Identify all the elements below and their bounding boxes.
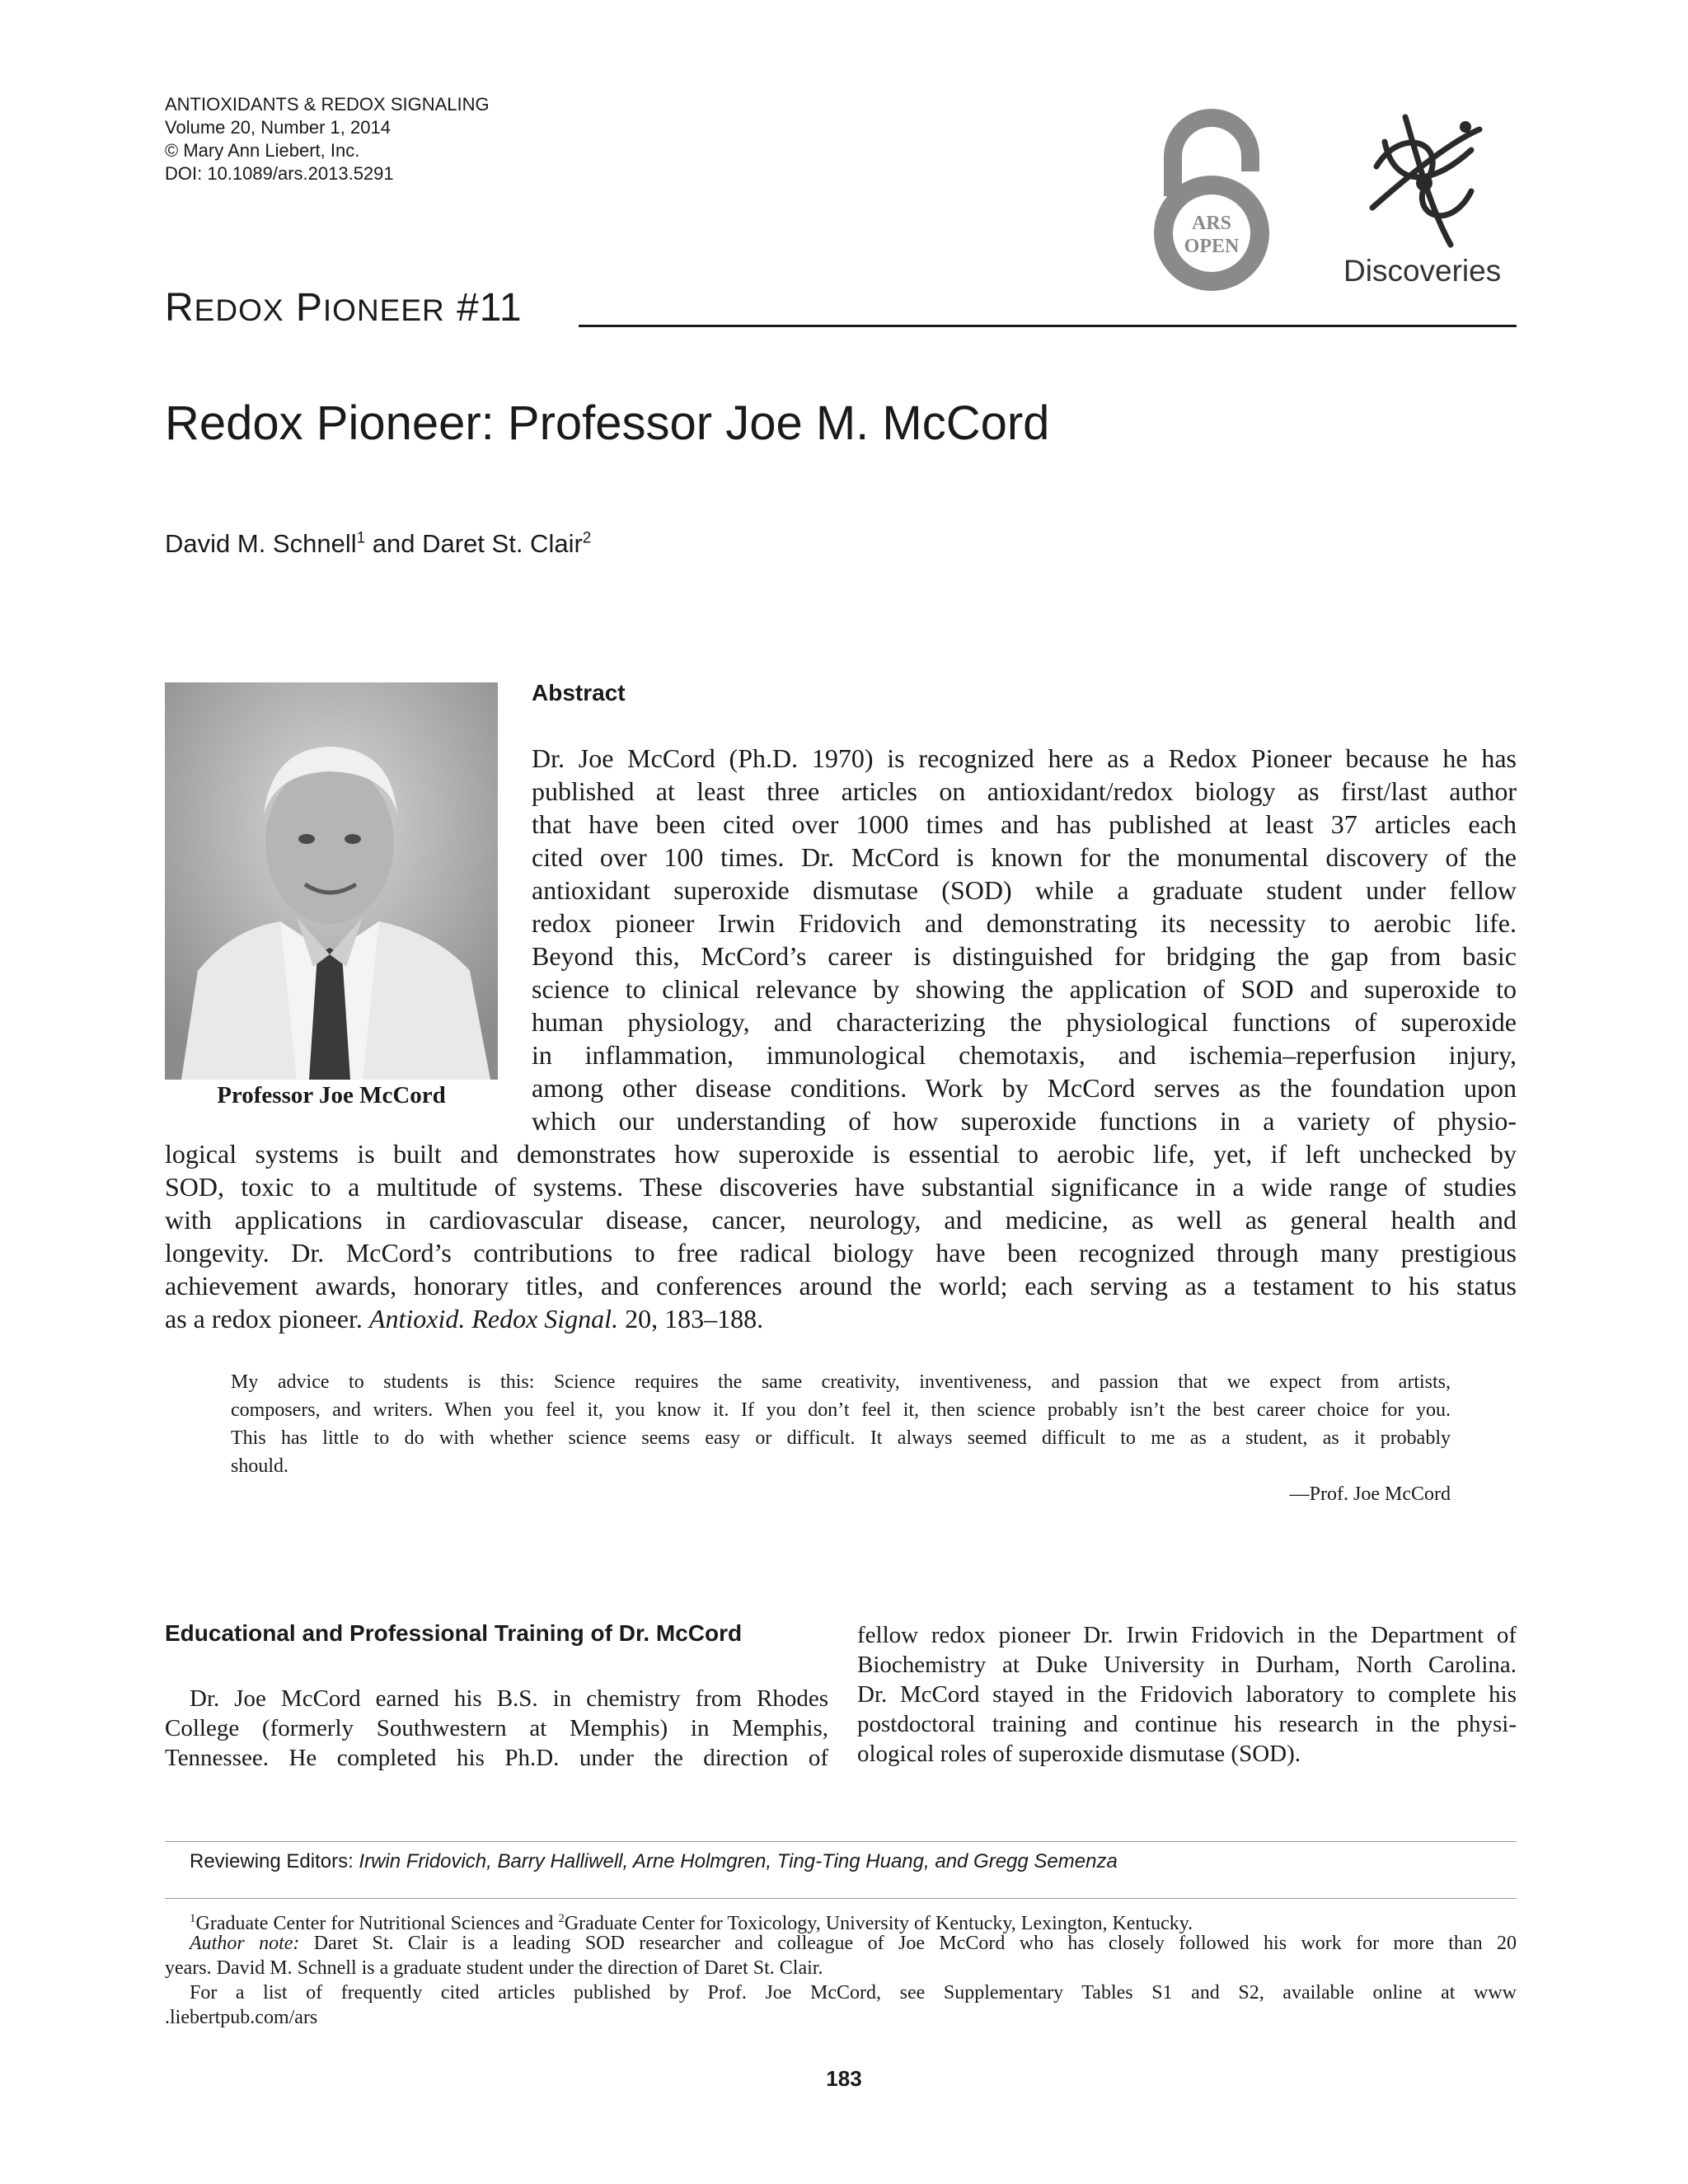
affiliation-2: Graduate Center for Toxicology, University of Kentucky, Lexington, Kentucky.: [564, 1913, 1193, 1934]
journal-copyright: © Mary Ann Liebert, Inc.: [165, 140, 360, 161]
author-2: and Daret St. Clair: [365, 529, 583, 558]
editors-names: Irwin Fridovich, Barry Halliwell, Arne Holmgren, Ting-Ting Huang, and Gregg Semenza: [359, 1850, 1118, 1872]
body-line: Dr. Joe McCord earned his B.S. in chemistry from Rhodes: [190, 1685, 828, 1712]
abstract-line: published at least three articles on antioxidant/redox biology as first/last author: [532, 776, 1517, 806]
body-line: College (formerly Southwestern at Memphis) in Memphis,: [165, 1715, 828, 1741]
journal-volume: Volume 20, Number 1, 2014: [165, 117, 391, 138]
author-note-text: Daret St. Clair is a leading SOD researcher and colleague of Joe McCord who has closely followed his work for more than 20: [299, 1933, 1517, 1954]
page-number: 183: [826, 2066, 862, 2091]
abstract-citation-journal: Antioxid. Redox Signal.: [368, 1304, 619, 1333]
supplementary-link[interactable]: .liebertpub.com/ars: [165, 2007, 318, 2028]
abstract-line: science to clinical relevance by showing the application of SOD and superoxide to: [532, 974, 1517, 1004]
footer-divider-top: [165, 1841, 1517, 1842]
author-note: [190, 1931, 1517, 1956]
abstract-line: longevity. Dr. McCord’s contributions to free radical biology have been recognized through many prestigious: [165, 1238, 1517, 1268]
abstract-line: that have been cited over 1000 times and has published at least 37 articles each: [532, 809, 1517, 839]
affiliation-2-marker: 2: [558, 1912, 565, 1925]
portrait-photo: [165, 682, 498, 1080]
quote-line: My advice to students is this: Science requires the same creativity, inventiveness, and passion that we expect from artists,: [231, 1371, 1451, 1393]
editors-label: Reviewing Editors:: [190, 1850, 359, 1872]
quote-line: This has little to do with whether science seems easy or difficult. It always seemed difficult to me as a student, as it probably: [231, 1427, 1451, 1449]
series-title: [165, 285, 523, 330]
pull-quote: [231, 1368, 1451, 1508]
footer-divider-bottom: [165, 1898, 1517, 1899]
abstract-line: SOD, toxic to a multitude of systems. These discoveries have substantial significance in a wide range of studies: [165, 1172, 1517, 1202]
series-ioneer: IONEER: [322, 293, 445, 327]
abstract-line: logical systems is built and demonstrates how superoxide is essential to aerobic life, yet, if left unchecked by: [165, 1139, 1517, 1169]
abstract-last-line: [165, 1302, 1517, 1335]
series-p: P: [295, 286, 323, 330]
journal-name: ANTIOXIDANTS & REDOX SIGNALING: [165, 94, 490, 115]
abstract-line: antioxidant superoxide dismutase (SOD) while a graduate student under fellow: [532, 875, 1517, 905]
body-line: Tennessee. He completed his Ph.D. under the direction of: [165, 1745, 828, 1771]
section-heading: Educational and Professional Training of Dr. McCord: [165, 1620, 743, 1646]
author-1: David M. Schnell: [165, 529, 357, 558]
author-2-affiliation: 2: [582, 529, 592, 547]
series-number: #11: [457, 286, 523, 330]
photo-caption: Professor Joe McCord: [217, 1082, 446, 1108]
body-line: Dr. McCord stayed in the Fridovich laboratory to complete his: [857, 1681, 1517, 1708]
reviewing-editors: [190, 1850, 1118, 1873]
series-edox: EDOX: [194, 293, 284, 327]
author-list: [165, 529, 591, 559]
abstract-line: in inflammation, immunological chemotaxis, and ischemia–reperfusion injury,: [532, 1040, 1517, 1070]
quote-line: composers, and writers. When you feel it, you know it. If you don’t feel it, then science probably isn’t the best career choice for you.: [231, 1399, 1451, 1421]
discoveries-label: Discoveries: [1343, 254, 1502, 288]
affiliation-1-marker: 1: [190, 1912, 196, 1925]
abstract-line: Dr. Joe McCord (Ph.D. 1970) is recognized here as a Redox Pioneer because he has: [532, 743, 1517, 773]
journal-info: [165, 93, 490, 185]
author-note-cont: years. David M. Schnell is a graduate student under the direction of Daret St. Clair.: [165, 1957, 823, 1979]
body-line: postdoctoral training and continue his research in the physi-: [857, 1711, 1517, 1737]
abstract-line: human physiology, and characterizing the physiological functions of superoxide: [532, 1007, 1517, 1037]
abstract-line: redox pioneer Irwin Fridovich and demonstrating its necessity to aerobic life.: [532, 908, 1517, 938]
abstract-line: Beyond this, McCord’s career is distinguished for bridging the gap from basic: [532, 941, 1517, 971]
journal-doi: DOI: 10.1089/ars.2013.5291: [165, 163, 394, 184]
series-divider: [579, 325, 1517, 327]
supplementary-note: For a list of frequently cited articles published by Prof. Joe McCord, see Supplementary Tables S1 and S2, available online at www: [190, 1982, 1517, 2004]
quote-attribution: —Prof. Joe McCord: [1289, 1483, 1451, 1505]
body-line: fellow redox pioneer Dr. Irwin Fridovich in the Department of: [857, 1622, 1517, 1648]
quote-line: should.: [231, 1455, 289, 1477]
author-1-affiliation: 1: [356, 529, 366, 547]
article-title: Redox Pioneer: Professor Joe M. McCord: [165, 396, 1050, 450]
series-r: R: [165, 286, 195, 330]
author-note-label: Author note:: [190, 1933, 300, 1954]
abstract-citation-rest: 20, 183–188.: [618, 1304, 764, 1333]
body-line: Biochemistry at Duke University in Durham, North Carolina.: [857, 1652, 1517, 1678]
abstract-last-line-text: as a redox pioneer.: [165, 1304, 369, 1333]
open-text: OPEN: [1184, 236, 1240, 257]
abstract-heading: Abstract: [532, 680, 626, 705]
affiliation-1: Graduate Center for Nutritional Sciences and: [195, 1913, 559, 1934]
ars-text: ARS: [1191, 213, 1232, 234]
abstract-line: with applications in cardiovascular disease, cancer, neurology, and medicine, as well as general health and: [165, 1205, 1517, 1235]
ars-open-lock-logo: [1150, 105, 1273, 295]
abstract-line: which our understanding of how superoxide functions in a variety of physio-: [532, 1106, 1517, 1136]
abstract-line: among other disease conditions. Work by McCord serves as the foundation upon: [532, 1073, 1517, 1103]
abstract-line: achievement awards, honorary titles, and conferences around the world; each serving as a testament to his status: [165, 1271, 1517, 1301]
abstract-line: cited over 100 times. Dr. McCord is known for the monumental discovery of the: [532, 842, 1517, 872]
body-line: ological roles of superoxide dismutase (SOD).: [857, 1741, 1301, 1767]
